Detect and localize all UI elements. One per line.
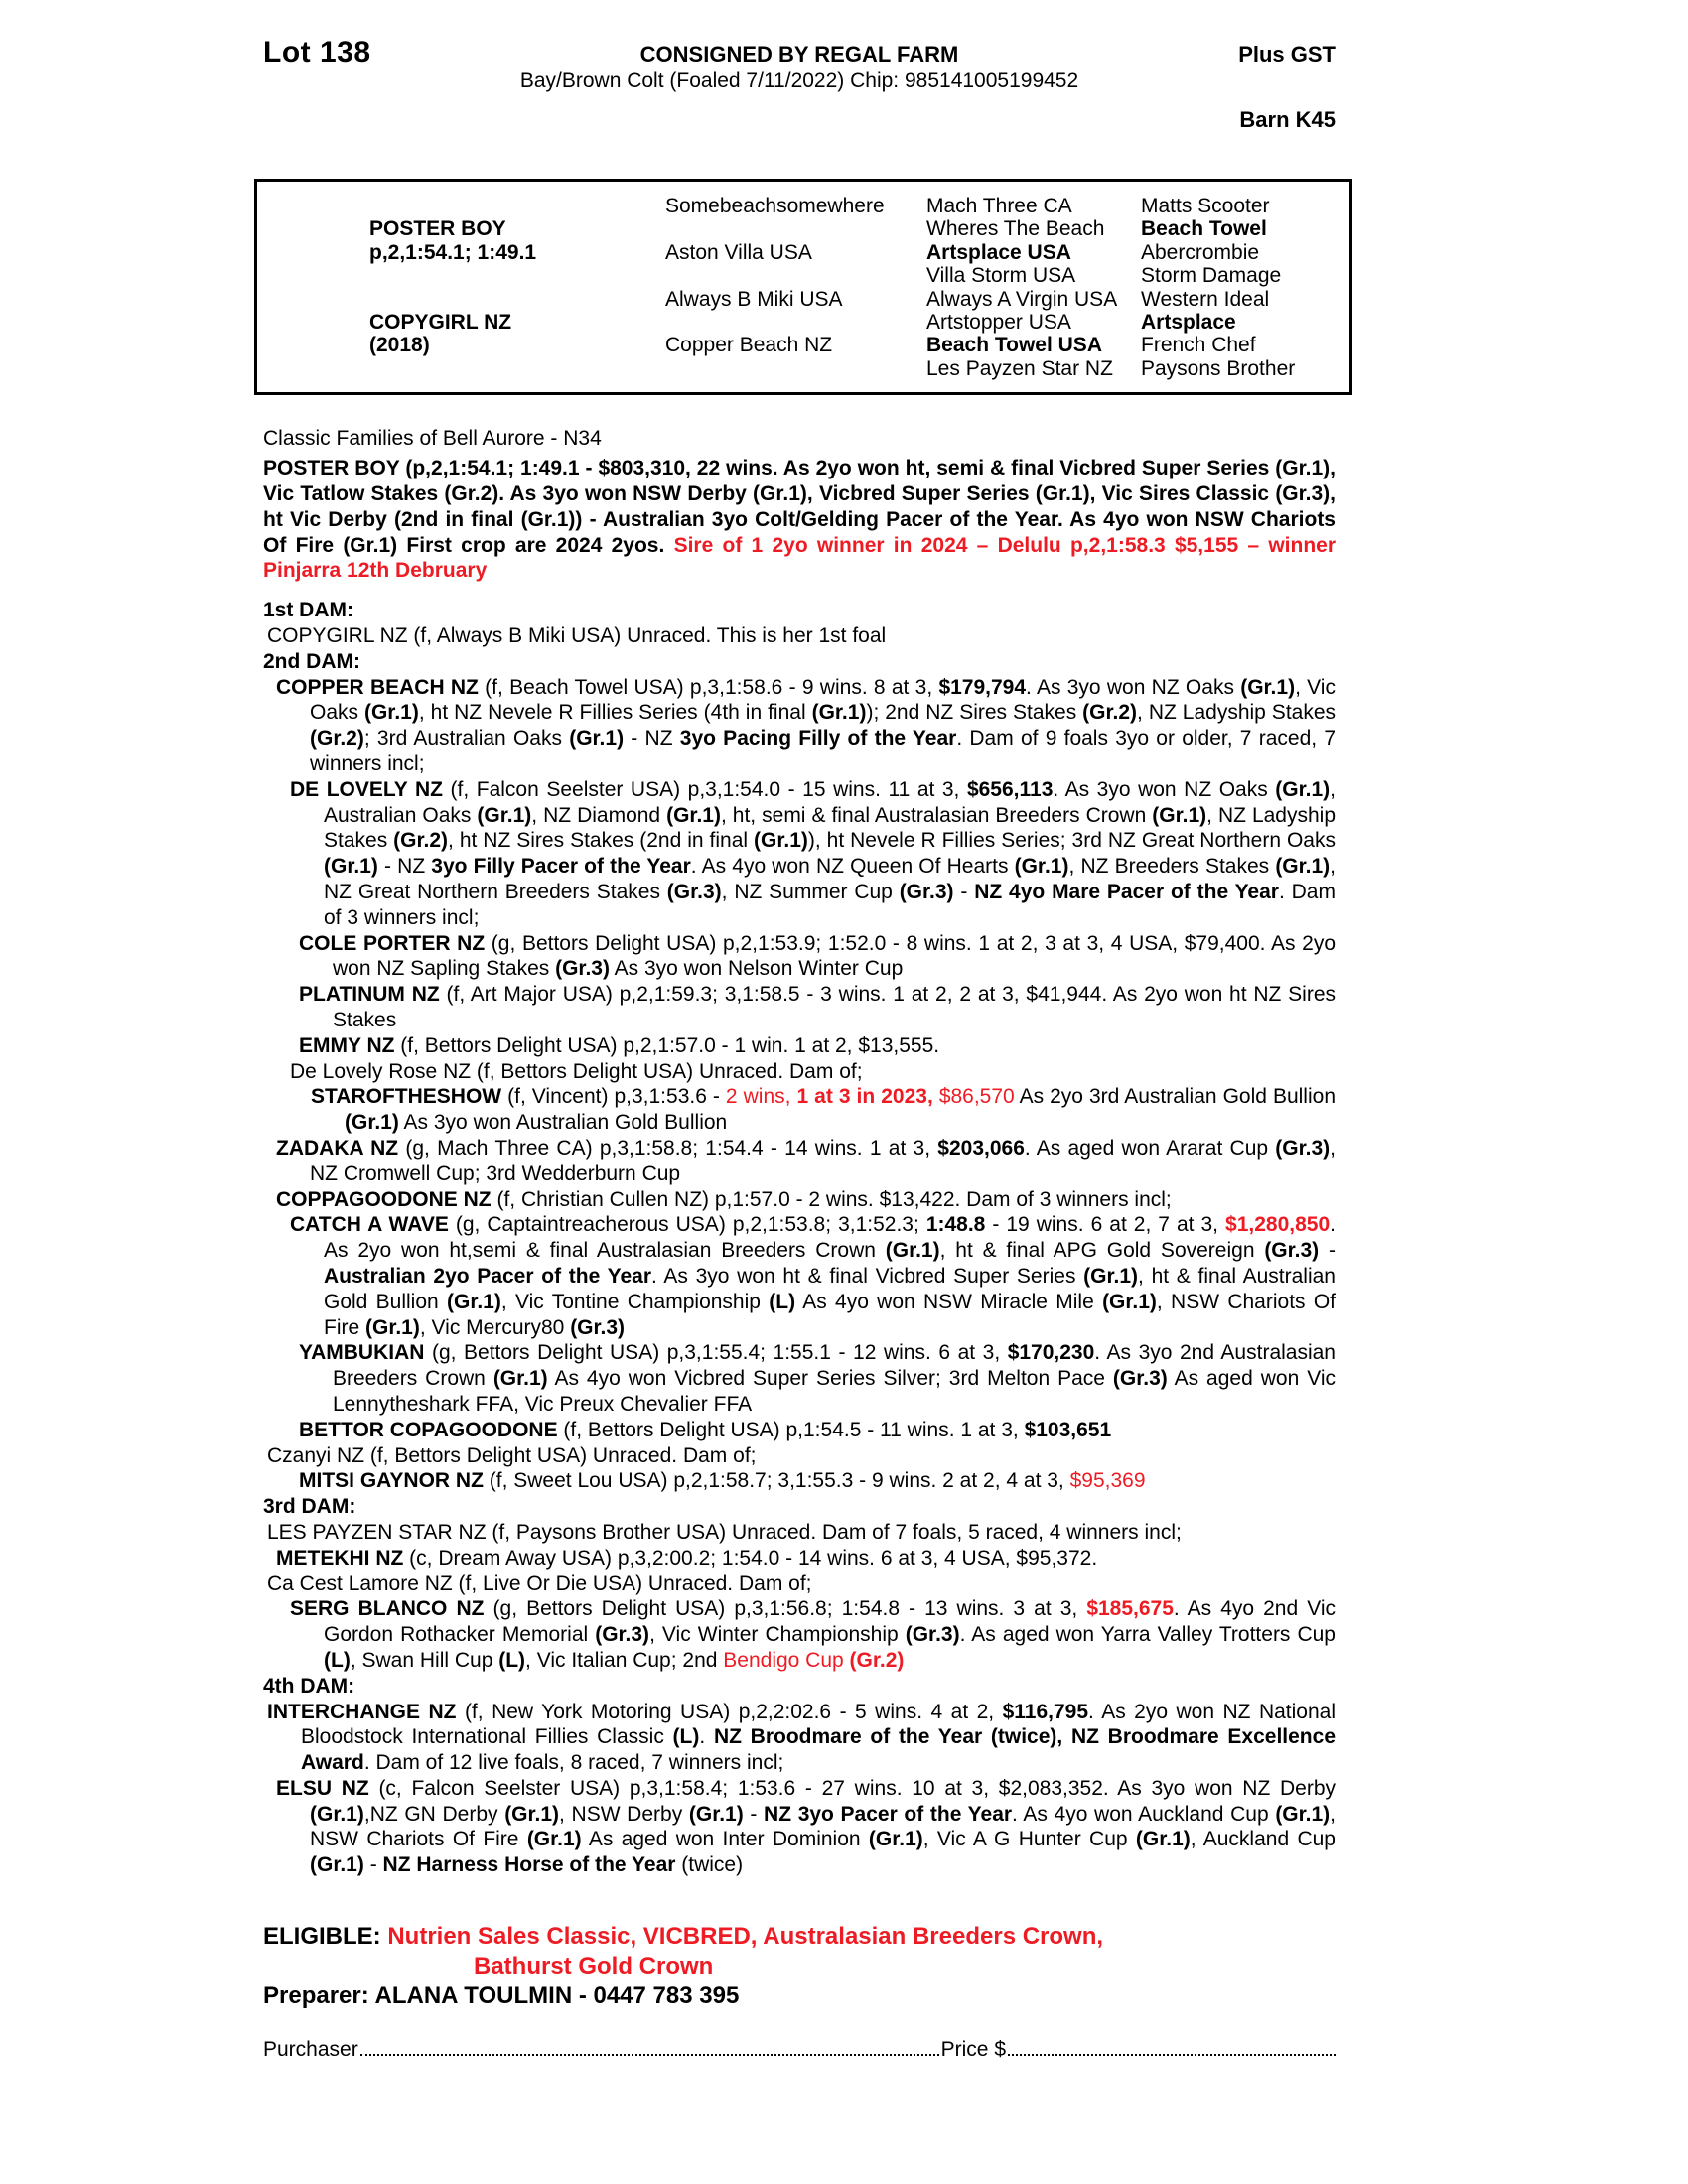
pedigree-row [257, 264, 1349, 287]
eligible-line-2: Bathurst Gold Crown [474, 1953, 714, 1980]
entry-yambukian: YAMBUKIAN (g, Bettors Delight USA) p,3,1:55.4; 1:55.1 - 12 wins. 6 at 3, $170,230. As 3yo 2nd Australasian Breeders Crown (Gr.1) As 4yo won Vicbred Super Series Silver; 3rd Melton Pace (Gr.3) As aged won Vic Lennytheshark FFA, Vic Preux Chevalier FFA [299, 1341, 1336, 1416]
pedigree-cell: Abercrombie [1141, 240, 1260, 264]
pedigree-cell: Villa Storm USA [926, 264, 1076, 288]
heading-1st-dam: 1st DAM: [263, 599, 354, 622]
purchaser-row [263, 2037, 1336, 2062]
heading-3rd-dam: 3rd DAM: [263, 1495, 356, 1519]
entry-zadaka: ZADAKA NZ (g, Mach Three CA) p,3,1:58.8; 1:54.4 - 14 wins. 1 at 3, $203,066. As aged won Ararat Cup (Gr.3), NZ Cromwell Cup; 3rd Wedderburn Cup [276, 1136, 1336, 1185]
pedigree-cell: Storm Damage [1141, 264, 1282, 288]
pedigree-row [257, 311, 1349, 334]
price-label: Price $ [940, 2038, 1006, 2062]
entry-czanyi: Czanyi NZ (f, Bettors Delight USA) Unraced. Dam of; [267, 1443, 757, 1467]
pedigree-cell: p,2,1:54.1; 1:49.1 [369, 240, 537, 264]
pedigree-cell: Mach Three CA [926, 195, 1072, 217]
purchaser-label: Purchaser [263, 2038, 358, 2062]
pedigree-table [254, 179, 1352, 395]
pedigree-row [257, 334, 1349, 356]
pedigree-cell: Western Ideal [1141, 287, 1270, 311]
pedigree-cell [257, 195, 665, 217]
pedigree-row [257, 288, 1349, 311]
entry-coppagoodone: COPPAGOODONE NZ (f, Christian Cullen NZ) p,1:57.0 - 2 wins. $13,422. Dam of 3 winners incl; [276, 1187, 1172, 1211]
entry-elsu: ELSU NZ (c, Falcon Seelster USA) p,3,1:58.4; 1:53.6 - 27 wins. 10 at 3, $2,083,352. As 3yo won NZ Derby (Gr.1),NZ GN Derby (Gr.1), NSW Derby (Gr.1) - NZ 3yo Pacer of the Year. As 4yo won Auckland Cup (Gr.1), NSW Chariots Of Fire (Gr.1) As aged won Inter Dominion (Gr.1), Vic A G Hunter Cup (Gr.1), Auckland Cup (Gr.1) - NZ Harness Horse of the Year (twice) [276, 1776, 1336, 1877]
pedigree-cell: Paysons Brother [1141, 356, 1296, 380]
entry-mitsi-gaynor: MITSI GAYNOR NZ (f, Sweet Lou USA) p,2,1:58.7; 3,1:55.3 - 9 wins. 2 at 2, 4 at 3, $95,369 [299, 1469, 1146, 1493]
entry-les-payzen-star: LES PAYZEN STAR NZ (f, Paysons Brother USA) Unraced. Dam of 7 foals, 5 raced, 4 winners incl; [267, 1520, 1182, 1544]
pedigree-cell [665, 311, 926, 334]
pedigree-cell [665, 357, 926, 380]
entry-catch-a-wave: CATCH A WAVE (g, Captaintreacherous USA) p,2,1:53.8; 3,1:52.3; 1:48.8 - 19 wins. 6 at 2, 7 at 3, $1,280,850. As 2yo won ht,semi & final Australasian Breeders Crown (Gr.1), ht & final APG Gold Sovereign (Gr.3) - Australian 2yo Pacer of the Year. As 3yo won ht & final Vicbred Super Series (Gr.1), ht & final Australian Gold Bullion (Gr.1), Vic Tontine Championship (L) As 4yo won NSW Miracle Mile (Gr.1), NSW Chariots Of Fire (Gr.1), Vic Mercury80 (Gr.3) [290, 1213, 1336, 1339]
pedigree-row [257, 217, 1349, 240]
entry-cole-porter: COLE PORTER NZ (g, Bettors Delight USA) p,2,1:53.9; 1:52.0 - 8 wins. 1 at 2, 3 at 3, 4 USA, $79,400. As 2yo won NZ Sapling Stakes (Gr.3) As 3yo won Nelson Winter Cup [299, 931, 1336, 981]
entry-staroftheshow: STAROFTHESHOW (f, Vincent) p,3,1:53.6 - 2 wins, 1 at 3 in 2023, $86,570 As 2yo 3rd Australian Gold Bullion (Gr.1) As 3yo won Australian Gold Bullion [311, 1085, 1336, 1135]
pedigree-cell: Aston Villa USA [665, 240, 812, 264]
pedigree-cell: Copper Beach NZ [665, 334, 833, 357]
pedigree-cell: Always B Miki USA [665, 287, 843, 311]
pedigree-cell [665, 217, 926, 240]
poster-boy-paragraph: POSTER BOY (p,2,1:54.1; 1:49.1 - $803,310, 22 wins. As 2yo won ht, semi & final Vicbred Super Series (Gr.1), Vic Tatlow Stakes (Gr.2). As 3yo won NSW Derby (Gr.1), Vicbred Super Series (Gr.1), Vic Sires Classic (Gr.3), ht Vic Derby (2nd in final (Gr.1)) - Australian 3yo Colt/Gelding Pacer of the Year. As 4yo won NSW Chariots Of Fire (Gr.1) First crop are 2024 2yos. Sire of 1 2yo winner in 2024 – Delulu p,2,1:58.3 $5,155 – winner Pinjarra 12th Debruary [263, 457, 1336, 583]
barn-number: Barn K45 [1239, 107, 1336, 132]
lot-number: Lot 138 [263, 36, 371, 68]
pedigree-cell [665, 264, 926, 287]
heading-4th-dam: 4th DAM: [263, 1674, 355, 1698]
pedigree-cell: Artstopper USA [926, 311, 1071, 335]
consignor-title: CONSIGNED BY REGAL FARM [639, 42, 959, 67]
preparer-line: Preparer: ALANA TOULMIN - 0447 783 395 [263, 1982, 740, 2010]
entry-serg-blanco: SERG BLANCO NZ (g, Bettors Delight USA) p,3,1:56.8; 1:54.8 - 13 wins. 3 at 3, $185,675. As 4yo 2nd Vic Gordon Rothacker Memorial (Gr.3), Vic Winter Championship (Gr.3). As aged won Yarra Valley Trotters Cup (L), Swan Hill Cup (L), Vic Italian Cup; 2nd Bendigo Cup (Gr.2) [290, 1597, 1336, 1672]
pedigree-cell: Wheres The Beach [926, 217, 1105, 241]
entry-bettor-copagoodone: BETTOR COPAGOODONE (f, Bettors Delight USA) p,1:54.5 - 11 wins. 1 at 3, $103,651 [299, 1418, 1112, 1441]
gst-note: Plus GST [1238, 42, 1336, 67]
entry-metekhi: METEKHI NZ (c, Dream Away USA) p,3,2:00.2; 1:54.0 - 14 wins. 6 at 3, 4 USA, $95,372. [276, 1546, 1098, 1570]
pedigree-cell: Somebeachsomewhere [665, 195, 885, 217]
pedigree-cell: Artsplace USA [926, 240, 1071, 264]
eligible-line: ELIGIBLE: Nutrien Sales Classic, VICBRED, Australasian Breeders Crown, [263, 1923, 1104, 1951]
pedigree-cell: Beach Towel [1141, 217, 1267, 241]
entry-de-lovely: DE LOVELY NZ (f, Falcon Seelster USA) p,3,1:54.0 - 15 wins. 11 at 3, $656,113. As 3yo won NZ Oaks (Gr.1), Australian Oaks (Gr.1), NZ Diamond (Gr.1), ht, semi & final Australasian Breeders Crown (Gr.1), NZ Ladyship Stakes (Gr.2), ht NZ Sires Stakes (2nd in final (Gr.1)), ht Nevele R Fillies Series; 3rd NZ Great Northern Oaks (Gr.1) - NZ 3yo Filly Pacer of the Year. As 4yo won NZ Queen Of Hearts (Gr.1), NZ Breeders Stakes (Gr.1), NZ Great Northern Breeders Stakes (Gr.3), NZ Summer Cup (Gr.3) - NZ 4yo Mare Pacer of the Year. Dam of 3 winners incl; [290, 777, 1336, 929]
pedigree-cell: Always A Virgin USA [926, 287, 1118, 311]
entry-de-lovely-rose: De Lovely Rose NZ (f, Bettors Delight USA) Unraced. Dam of; [290, 1059, 863, 1083]
heading-2nd-dam: 2nd DAM: [263, 649, 360, 673]
pedigree-cell [257, 357, 665, 380]
purchaser-fill-line[interactable] [360, 2037, 939, 2056]
pedigree-cell: French Chef [1141, 334, 1256, 357]
pedigree-cell: Artsplace [1141, 311, 1236, 335]
price-fill-line[interactable] [1008, 2037, 1336, 2056]
entry-emmy: EMMY NZ (f, Bettors Delight USA) p,2,1:57.0 - 1 win. 1 at 2, $13,555. [299, 1033, 940, 1057]
pedigree-cell [257, 288, 665, 311]
pedigree-row [257, 195, 1349, 217]
pedigree-cell: POSTER BOY [369, 217, 506, 241]
pedigree-cell: (2018) [369, 334, 430, 357]
entry-platinum: PLATINUM NZ (f, Art Major USA) p,2,1:59.3; 3,1:58.5 - 3 wins. 1 at 2, 2 at 3, $41,944. As 2yo won ht NZ Sires Stakes [299, 983, 1336, 1031]
pedigree-cell: COPYGIRL NZ [369, 311, 512, 335]
entry-ca-cest-lamore: Ca Cest Lamore NZ (f, Live Or Die USA) Unraced. Dam of; [267, 1571, 812, 1595]
pedigree-row [257, 241, 1349, 264]
entry-copygirl: COPYGIRL NZ (f, Always B Miki USA) Unraced. This is her 1st foal [267, 624, 887, 648]
entry-interchange: INTERCHANGE NZ (f, New York Motoring USA) p,2,2:02.6 - 5 wins. 4 at 2, $116,795. As 2yo won NZ National Bloodstock International Fillies Classic (L). NZ Broodmare of the Year (twice), NZ Broodmare Excellence Award. Dam of 12 live foals, 8 raced, 7 winners incl; [267, 1700, 1336, 1775]
pedigree-cell: Beach Towel USA [926, 334, 1102, 357]
pedigree-cell: Les Payzen Star NZ [926, 356, 1113, 380]
pedigree-cell: Matts Scooter [1141, 195, 1270, 217]
pedigree-cell [257, 264, 665, 287]
family-note: Classic Families of Bell Aurore - N34 [263, 427, 602, 451]
pedigree-text [263, 456, 1336, 2011]
header-row [263, 36, 1336, 66]
pedigree-row [257, 357, 1349, 380]
horse-description: Bay/Brown Colt (Foaled 7/11/2022) Chip: 985141005199452 [519, 69, 1079, 92]
entry-copper-beach: COPPER BEACH NZ (f, Beach Towel USA) p,3,1:58.6 - 9 wins. 8 at 3, $179,794. As 3yo won NZ Oaks (Gr.1), Vic Oaks (Gr.1), ht NZ Nevele R Fillies Series (4th in final (Gr.1)); 2nd NZ Sires Stakes (Gr.2), NZ Ladyship Stakes (Gr.2); 3rd Australian Oaks (Gr.1) - NZ 3yo Pacing Filly of the Year. Dam of 9 foals 3yo or older, 7 raced, 7 winners incl; [276, 675, 1336, 776]
